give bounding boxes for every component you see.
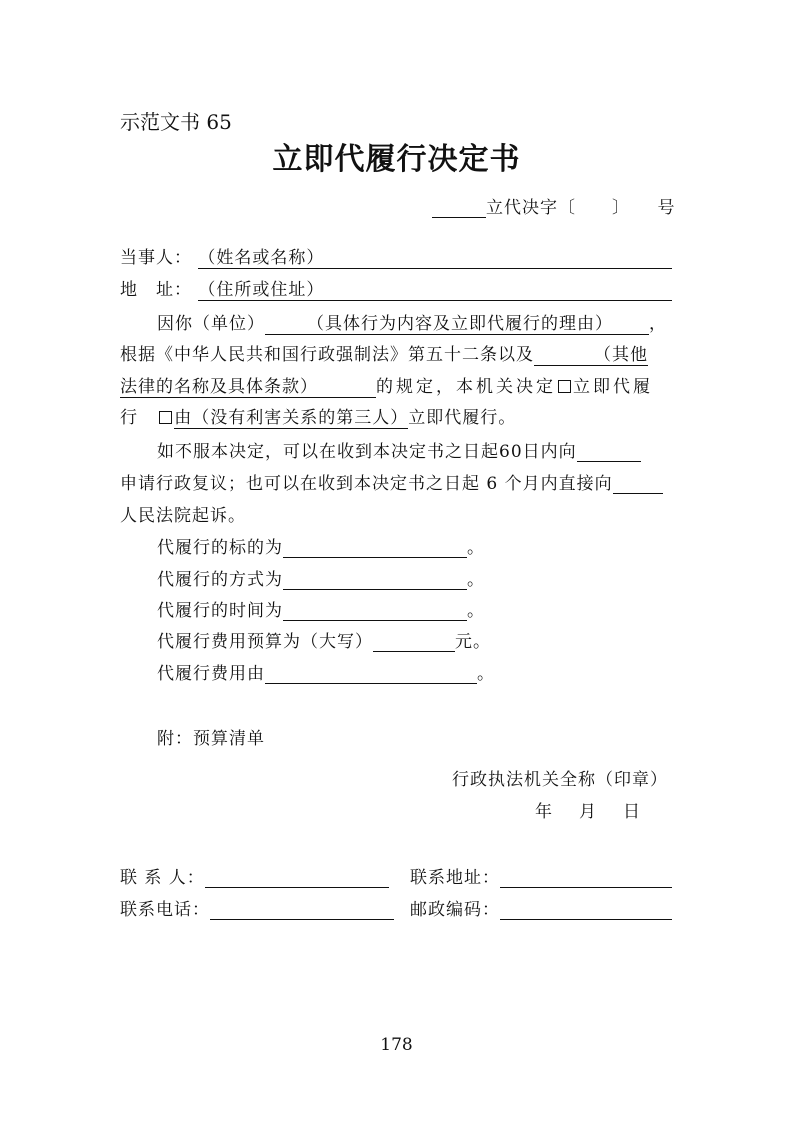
item-end-mark: 。 [467,601,485,621]
body-line-1 [157,314,667,335]
law-blank-right[interactable] [318,379,376,398]
option-immediate-label: 立即代履 [573,377,653,397]
contact-person-label: 联 系 人： [120,868,205,888]
reason-field[interactable]: （具体行为内容及立即代履行的理由） [307,314,613,334]
item-time [157,601,485,621]
budget-field[interactable] [373,633,455,652]
contact-phone-row [120,900,394,920]
option-immediate-checkbox[interactable] [558,380,571,393]
body-text: 申请行政复议；也可以在收到本决定书之日起 6 个月内直接向 [120,474,613,494]
doc-number-text: 立代决字〔 〕 号 [486,198,676,218]
court-blank[interactable] [613,475,663,494]
appeal-line-1 [157,442,641,462]
contact-address-row [410,868,672,888]
method-field[interactable] [283,571,467,590]
item-budget [157,632,491,652]
doc-number-prefix-blank[interactable] [432,199,486,218]
item-target [157,538,485,558]
page-number: 178 [380,1035,413,1055]
sample-label: 示范文书 65 [120,110,232,134]
body-text: 如不服本决定，可以在收到本决定书之日起60日内向 [157,442,577,462]
time-field[interactable] [283,602,467,621]
contact-postal-label: 邮政编码： [410,900,500,920]
party-name-field[interactable] [198,248,672,269]
appeal-line-2 [120,474,663,494]
party-name-label: 当事人： [120,248,192,268]
page-title: 立即代履行决定书 [272,142,521,177]
option-immediate-label-end: 行 [120,408,138,428]
body-text: 因你（单位） [157,314,265,334]
contact-postal-row [410,900,672,920]
body-text: 根据《中华人民共和国行政强制法》第五十二条以及 [120,345,534,365]
option-third-party-label: 由（没有利害关系的第三人） [174,408,409,428]
option-third-party-checkbox[interactable] [159,411,172,424]
doc-number [432,198,676,218]
signature-org: 行政执法机关全称（印章） [452,770,668,790]
budget-unit: 元。 [455,632,491,652]
reason-blank-left[interactable] [265,316,307,335]
item-label: 代履行的时间为 [157,601,283,621]
party-address-hint: （住所或住址） [198,280,325,300]
item-end-mark: 。 [467,538,485,558]
item-label: 代履行的方式为 [157,570,283,590]
other-law-field-end[interactable]: 法律的名称及具体条款） [120,377,318,397]
body-text: 的规定，本机关决定 [376,377,556,397]
signature-date: 年 月 日 [535,802,645,822]
other-law-field-start[interactable]: （其他 [594,345,648,365]
attachment: 附：预算清单 [157,729,265,749]
body-line-4 [120,408,516,428]
contact-address-label: 联系地址： [410,868,500,888]
item-label: 代履行费用预算为（大写） [157,632,373,652]
target-field[interactable] [283,539,467,558]
item-label: 代履行的标的为 [157,538,283,558]
contact-phone-field[interactable] [210,901,394,920]
body-line-3 [120,377,653,398]
party-address-label: 地 址： [120,280,192,300]
item-label: 代履行费用由 [157,664,265,684]
contact-postal-field[interactable] [500,901,672,920]
item-end-mark: 。 [477,664,495,684]
appeal-line-3 [120,506,246,526]
contact-phone-label: 联系电话： [120,900,210,920]
contact-person-field[interactable] [205,869,389,888]
item-end-mark: 。 [467,570,485,590]
payer-field[interactable] [265,665,477,684]
reason-blank-right[interactable] [613,316,649,335]
item-method [157,570,485,590]
contact-person-row [120,868,389,888]
review-agency-blank[interactable] [577,443,641,462]
item-payer [157,664,495,684]
party-address-field[interactable] [198,280,672,301]
body-text: ， [649,314,667,334]
body-text: 立即代履行。 [408,408,517,428]
party-address-line [120,280,672,301]
body-line-2 [120,345,648,366]
contact-address-field[interactable] [500,869,672,888]
party-name-line [120,248,672,269]
law-blank-left[interactable] [534,347,594,366]
party-name-hint: （姓名或名称） [198,248,325,268]
body-text: 人民法院起诉。 [120,506,246,526]
